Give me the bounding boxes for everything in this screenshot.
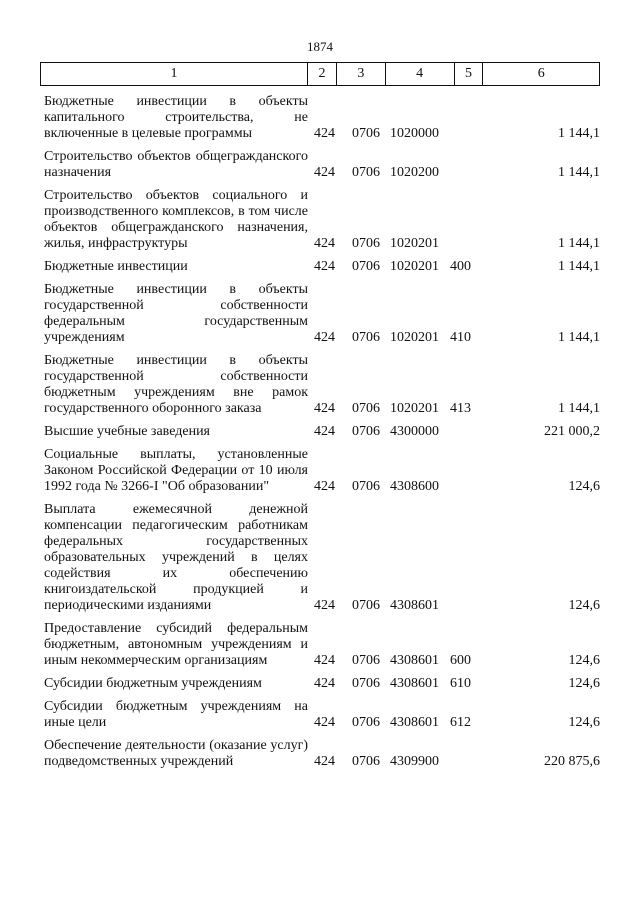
row-col-5: 413 bbox=[450, 401, 471, 416]
table-header bbox=[40, 62, 600, 86]
row-description: Предоставление субсидий федеральным бюджетным, автономным учреждениям и иным некоммерческим организациям bbox=[44, 621, 308, 668]
row-amount: 1 144,1 bbox=[558, 401, 600, 416]
row-col-5: 400 bbox=[450, 259, 471, 274]
row-col-2: 424 bbox=[314, 259, 335, 274]
row-col-2: 424 bbox=[314, 165, 335, 180]
row-description: Высшие учебные заведения bbox=[44, 424, 210, 439]
row-col-2: 424 bbox=[314, 126, 335, 141]
row-col-2: 424 bbox=[314, 330, 335, 345]
row-description: Бюджетные инвестиции в объекты государственной собственности бюджетным учреждениям вне рамок государственного оборонного заказа bbox=[44, 353, 308, 416]
row-description: Строительство объектов общегражданского назначения bbox=[44, 149, 308, 180]
row-description: Строительство объектов социального и производственного комплексов, в том числе объектов общегражданского назначения, жилья, инфраструктуры bbox=[44, 188, 308, 251]
table-row bbox=[44, 353, 600, 417]
row-description: Бюджетные инвестиции в объекты капитального строительства, не включенные в целевые программы bbox=[44, 94, 308, 141]
row-col-3: 0706 bbox=[352, 676, 380, 691]
table-row bbox=[44, 188, 600, 252]
row-col-4: 1020201 bbox=[390, 401, 439, 416]
row-col-4: 4308601 bbox=[390, 676, 439, 691]
row-description: Субсидии бюджетным учреждениям на иные цели bbox=[44, 699, 308, 730]
row-col-3: 0706 bbox=[352, 236, 380, 251]
row-description: Бюджетные инвестиции bbox=[44, 259, 188, 274]
row-col-3: 0706 bbox=[352, 401, 380, 416]
row-amount: 124,6 bbox=[568, 653, 600, 668]
header-col-4: 4 bbox=[386, 63, 455, 85]
table-row bbox=[44, 94, 600, 142]
table-row bbox=[44, 699, 600, 731]
row-col-3: 0706 bbox=[352, 165, 380, 180]
row-col-3: 0706 bbox=[352, 754, 380, 769]
row-amount: 1 144,1 bbox=[558, 165, 600, 180]
row-amount: 220 875,6 bbox=[544, 754, 600, 769]
row-col-2: 424 bbox=[314, 653, 335, 668]
row-col-4: 1020201 bbox=[390, 236, 439, 251]
row-col-4: 4308601 bbox=[390, 598, 439, 613]
row-description: Субсидии бюджетным учреждениям bbox=[44, 676, 262, 691]
row-col-4: 1020200 bbox=[390, 165, 439, 180]
row-col-2: 424 bbox=[314, 236, 335, 251]
row-col-2: 424 bbox=[314, 424, 335, 439]
row-col-4: 4308601 bbox=[390, 715, 439, 730]
row-description: Обеспечение деятельности (оказание услуг) подведомственных учреждений bbox=[44, 738, 308, 769]
row-col-2: 424 bbox=[314, 715, 335, 730]
table-row bbox=[44, 259, 600, 275]
table-row bbox=[44, 149, 600, 181]
row-col-5: 610 bbox=[450, 676, 471, 691]
table-row bbox=[44, 502, 600, 614]
row-amount: 1 144,1 bbox=[558, 259, 600, 274]
row-description: Социальные выплаты, установленные Законом Российской Федерации от 10 июля 1992 года № 3266-I "Об образовании" bbox=[44, 447, 308, 494]
row-amount: 124,6 bbox=[568, 598, 600, 613]
row-col-2: 424 bbox=[314, 598, 335, 613]
header-col-5: 5 bbox=[455, 63, 484, 85]
row-col-3: 0706 bbox=[352, 424, 380, 439]
row-col-2: 424 bbox=[314, 676, 335, 691]
table-row bbox=[44, 738, 600, 770]
row-description: Выплата ежемесячной денежной компенсации педагогическим работникам федеральных государственных образовательных учреждений в целях содействия их обеспечению книгоиздательской продукцией и периодическими изданиями bbox=[44, 502, 308, 613]
row-col-4: 4300000 bbox=[390, 424, 439, 439]
row-amount: 124,6 bbox=[568, 715, 600, 730]
row-amount: 1 144,1 bbox=[558, 330, 600, 345]
row-col-2: 424 bbox=[314, 754, 335, 769]
row-col-2: 424 bbox=[314, 401, 335, 416]
table-body bbox=[44, 94, 600, 777]
row-col-3: 0706 bbox=[352, 330, 380, 345]
row-col-4: 4308601 bbox=[390, 653, 439, 668]
row-amount: 124,6 bbox=[568, 676, 600, 691]
row-amount: 124,6 bbox=[568, 479, 600, 494]
row-col-3: 0706 bbox=[352, 126, 380, 141]
row-col-4: 1020201 bbox=[390, 259, 439, 274]
row-col-3: 0706 bbox=[352, 715, 380, 730]
table-row bbox=[44, 676, 600, 692]
row-col-5: 410 bbox=[450, 330, 471, 345]
row-col-5: 612 bbox=[450, 715, 471, 730]
table-row bbox=[44, 424, 600, 440]
row-description: Бюджетные инвестиции в объекты государственной собственности федеральным государственным учреждениям bbox=[44, 282, 308, 345]
row-col-4: 1020201 bbox=[390, 330, 439, 345]
row-amount: 221 000,2 bbox=[544, 424, 600, 439]
row-col-2: 424 bbox=[314, 479, 335, 494]
header-col-6: 6 bbox=[537, 66, 545, 81]
row-col-3: 0706 bbox=[352, 598, 380, 613]
row-col-5: 600 bbox=[450, 653, 471, 668]
page-number: 1874 bbox=[307, 39, 333, 54]
row-col-3: 0706 bbox=[352, 259, 380, 274]
table-row bbox=[44, 282, 600, 346]
row-col-4: 1020000 bbox=[390, 126, 439, 141]
row-col-4: 4308600 bbox=[390, 479, 439, 494]
row-col-3: 0706 bbox=[352, 653, 380, 668]
header-col-2: 2 bbox=[308, 63, 337, 85]
row-col-4: 4309900 bbox=[390, 754, 439, 769]
table-row bbox=[44, 621, 600, 669]
header-col-3: 3 bbox=[337, 63, 386, 85]
row-amount: 1 144,1 bbox=[558, 236, 600, 251]
row-col-3: 0706 bbox=[352, 479, 380, 494]
header-col-1: 1 bbox=[41, 63, 308, 85]
table-row bbox=[44, 447, 600, 495]
row-amount: 1 144,1 bbox=[558, 126, 600, 141]
